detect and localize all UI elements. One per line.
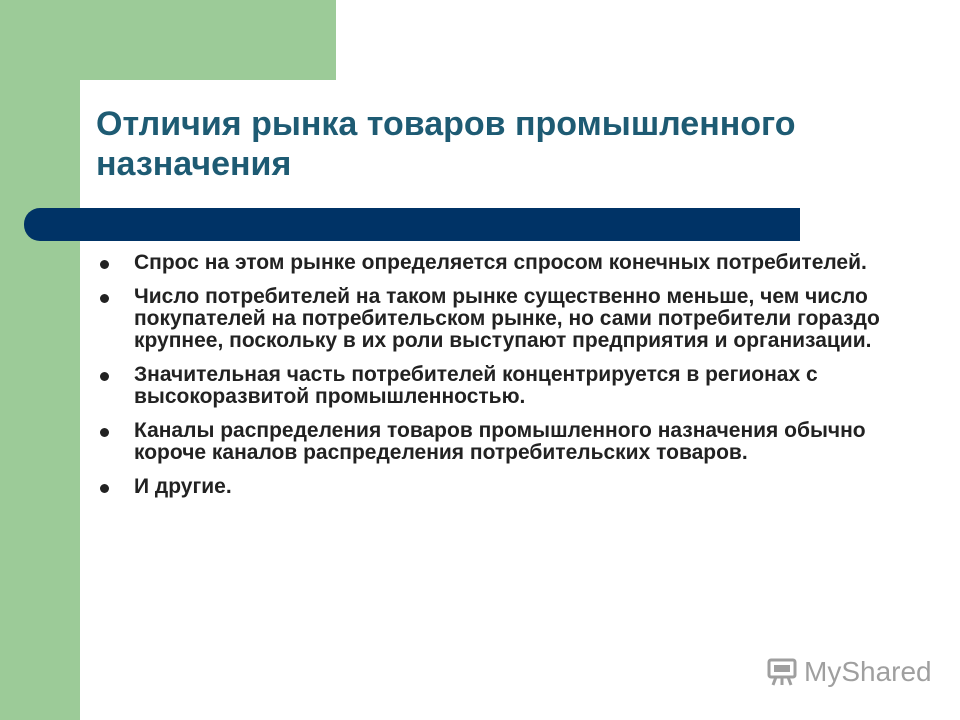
bullet-item <box>96 286 896 352</box>
bullet-text: Число потребителей на таком рынке существенно меньше, чем число покупателей на потребительском рынке, но сами потребители гораздо крупнее, поскольку в их роли выступают предприятия и организации. <box>134 285 880 352</box>
bullet-text: Спрос на этом рынке определяется спросом конечных потребителей. <box>134 251 867 274</box>
bullet-dot-icon <box>100 428 109 437</box>
bullet-dot-icon <box>100 372 109 381</box>
bullet-dot-icon <box>100 260 109 269</box>
title-underline-bar <box>24 208 800 241</box>
bullet-text: И другие. <box>134 475 232 498</box>
bullet-item <box>96 364 896 408</box>
bullet-dot-icon <box>100 484 109 493</box>
bullet-dot-icon <box>100 294 109 303</box>
watermark-text: MyShared <box>804 656 932 687</box>
green-top-band <box>80 0 336 80</box>
bullet-item <box>96 476 896 498</box>
bullet-item <box>96 252 896 274</box>
bullet-text: Значительная часть потребителей концентрируется в регионах с высокоразвитой промышленностью. <box>134 363 818 408</box>
slide-title: Отличия рынка товаров промышленного назначения <box>96 105 796 183</box>
bullet-text: Каналы распределения товаров промышленного назначения обычно короче каналов распределения потребительских товаров. <box>134 419 866 464</box>
bullet-list <box>96 252 896 510</box>
myshared-watermark <box>766 656 932 688</box>
myshared-logo-icon <box>766 657 800 687</box>
bullet-item <box>96 420 896 464</box>
green-side-band <box>0 0 80 720</box>
